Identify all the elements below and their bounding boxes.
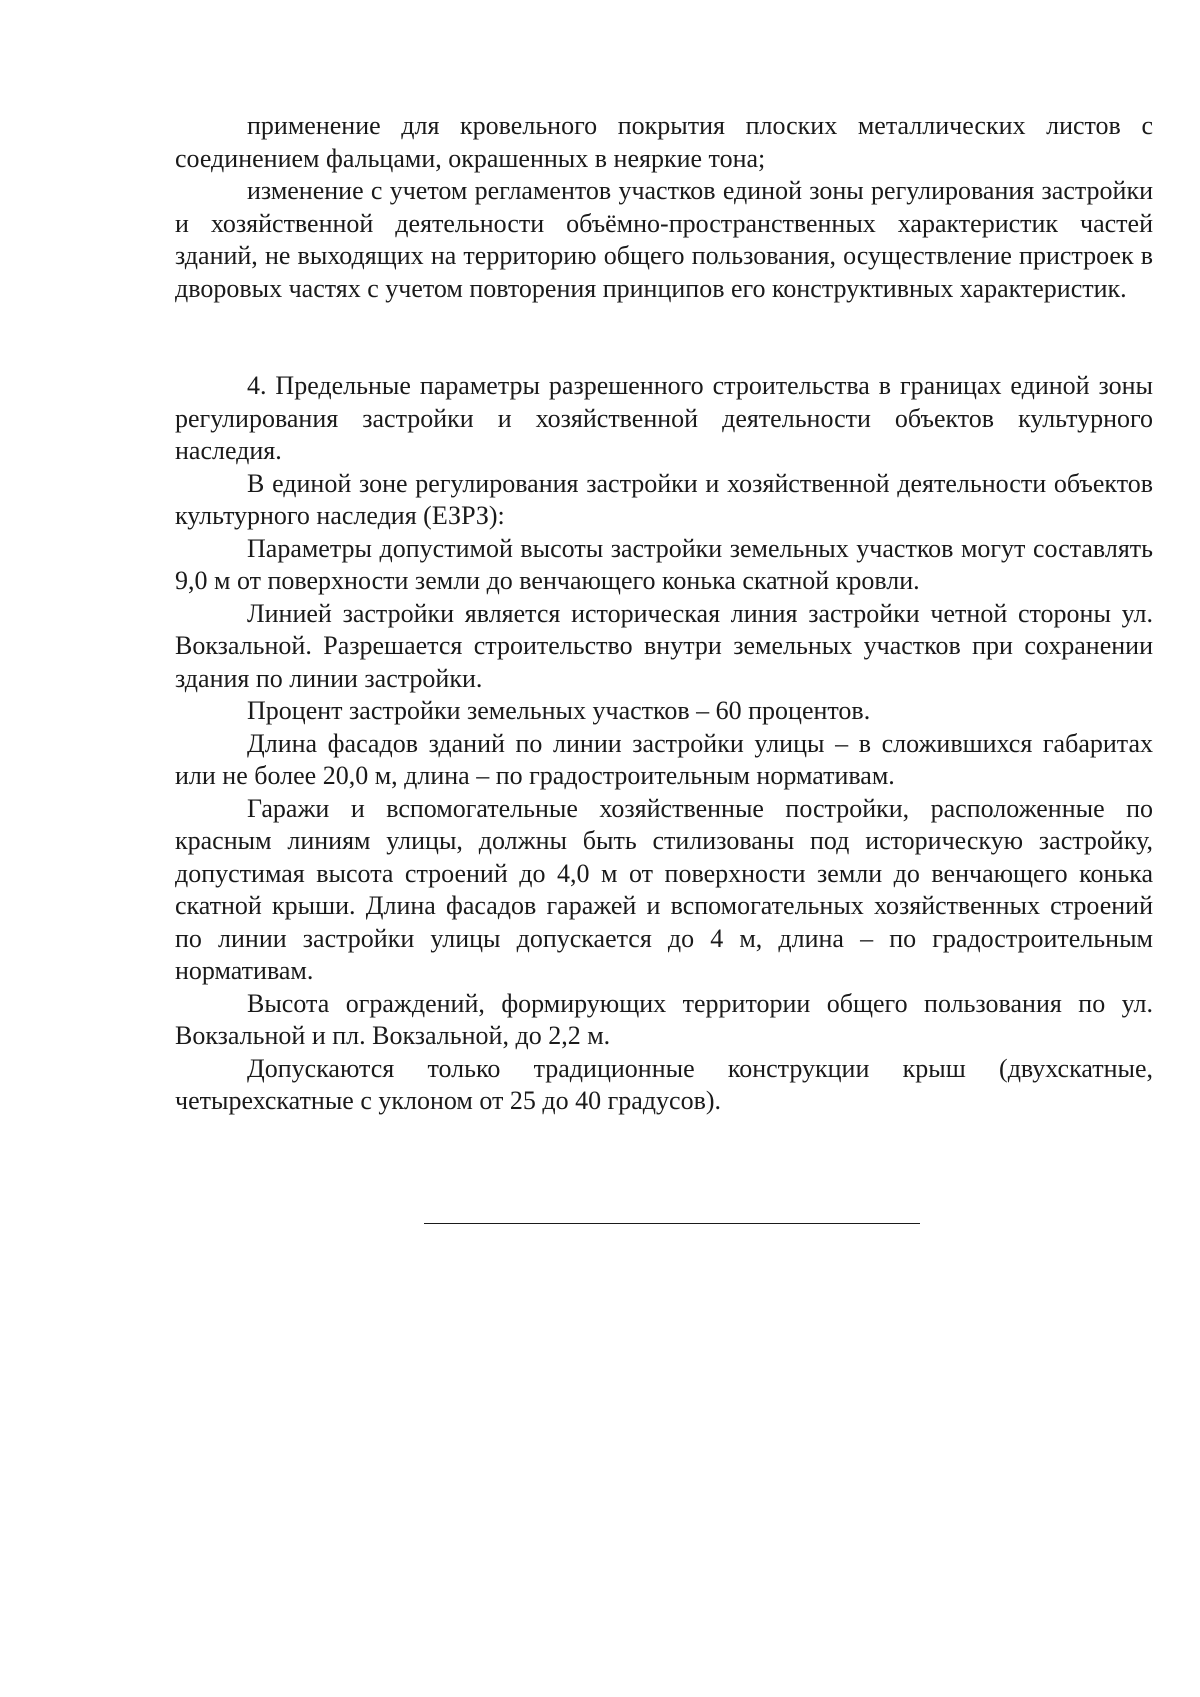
paragraph-coverage: Процент застройки земельных участков – 60 процентов. (247, 696, 871, 725)
paragraph-fences: Высота ограждений, формирующих территории общего пользования по ул. Вокзальной и пл. Вокзальной, до 2,2 м. (175, 988, 1153, 1050)
paragraph-ezrz-intro: В единой зоне регулирования застройки и хозяйственной деятельности объектов культурного наследия (ЕЗРЗ): (175, 468, 1153, 530)
paragraph-roofing: применение для кровельного покрытия плоских металлических листов с соединением фальцами, окрашенных в неяркие тона; (175, 111, 1153, 173)
continuation-text (175, 110, 1153, 305)
paragraph-height: Параметры допустимой высоты застройки земельных участков могут составлять 9,0 м от поверхности земли до венчающего конька скатной кровли. (175, 533, 1153, 595)
paragraph-building-line: Линией застройки является историческая линия застройки четной стороны ул. Вокзальной. Разрешается строительство внутри земельных участков при сохранении здания по линии застройки. (175, 598, 1153, 693)
paragraph-garages: Гаражи и вспомогательные хозяйственные постройки, расположенные по красным линиям улицы, должны быть стилизованы под историческую застройку, допустимая высота строений до 4,0 м от поверхности земли до венчающего конька скатной крыши. Длина фасадов гаражей и вспомогательных хозяйственных строений по линии застройки улицы допускается до 4 м, длина – по градостроительным нормативам. (175, 793, 1153, 985)
end-of-text-rule (424, 1223, 920, 1224)
paragraph-roofs: Допускаются только традиционные конструкции крыш (двухскатные, четырехскатные с уклоном от 25 до 40 градусов). (175, 1053, 1153, 1115)
section-4 (175, 370, 1153, 1118)
paragraph-facade-length: Длина фасадов зданий по линии застройки улицы – в сложившихся габаритах или не более 20,0 м, длина – по градостроительным нормативам. (175, 728, 1153, 790)
section-heading: 4. Предельные параметры разрешенного строительства в границах единой зоны регулирования застройки и хозяйственной деятельности объектов культурного наследия. (175, 371, 1153, 465)
paragraph-building-changes: изменение с учетом регламентов участков единой зоны регулирования застройки и хозяйственной деятельности объёмно-пространственных характеристик частей зданий, не выходящих на территорию общего пользования, осуществление пристроек в дворовых частях с учетом повторения принципов его конструктивных характеристик. (175, 176, 1153, 303)
